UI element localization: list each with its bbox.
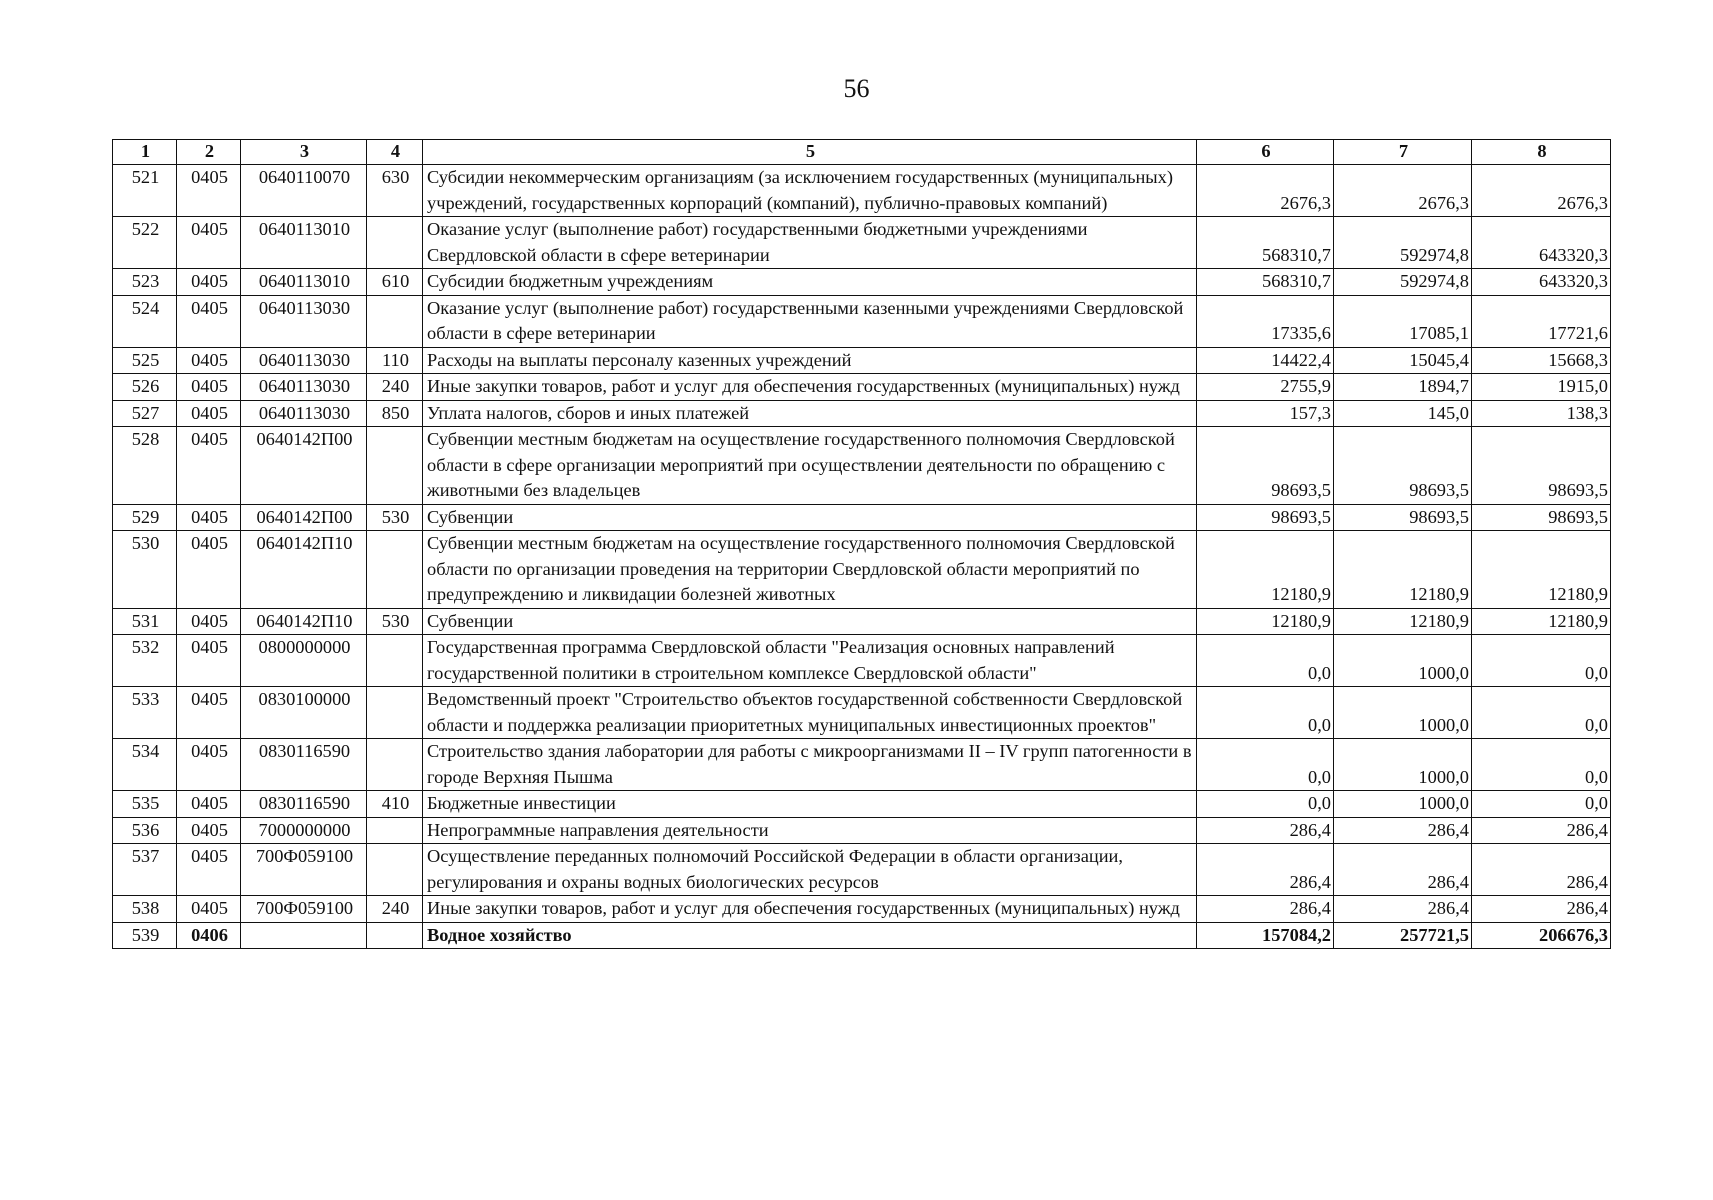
table-row (113, 427, 1611, 505)
amount-cell: 1000,0 (1334, 687, 1472, 739)
row-number-cell: 537 (113, 844, 177, 896)
description-cell: Оказание услуг (выполнение работ) государственными казенными учреждениями Свердловской области в сфере ветеринарии (423, 295, 1197, 347)
table-body (113, 140, 1611, 949)
amount-cell: 17335,6 (1197, 295, 1334, 347)
amount-cell: 15045,4 (1334, 347, 1472, 374)
table-row (113, 817, 1611, 844)
description-cell: Уплата налогов, сборов и иных платежей (423, 400, 1197, 427)
amount-cell: 0,0 (1197, 635, 1334, 687)
amount-cell: 12180,9 (1472, 608, 1611, 635)
section-code-cell: 0406 (177, 922, 241, 949)
amount-cell: 286,4 (1334, 844, 1472, 896)
amount-cell: 568310,7 (1197, 217, 1334, 269)
amount-cell: 98693,5 (1472, 504, 1611, 531)
amount-cell: 643320,3 (1472, 217, 1611, 269)
description-cell: Ведомственный проект "Строительство объектов государственной собственности Свердловской области и поддержка реализации приоритетных муниципальных инвестиционных проектов" (423, 687, 1197, 739)
amount-cell: 257721,5 (1334, 922, 1472, 949)
table-row (113, 896, 1611, 923)
target-code-cell: 0640110070 (241, 165, 367, 217)
amount-cell: 286,4 (1334, 896, 1472, 923)
budget-table (112, 139, 1611, 949)
amount-cell: 2676,3 (1334, 165, 1472, 217)
target-code-cell: 0640113030 (241, 374, 367, 401)
amount-cell: 98693,5 (1197, 427, 1334, 505)
table-row (113, 608, 1611, 635)
table-row (113, 635, 1611, 687)
section-code-cell: 0405 (177, 165, 241, 217)
row-number-cell: 529 (113, 504, 177, 531)
target-code-cell: 0640142П10 (241, 531, 367, 609)
amount-cell: 17085,1 (1334, 295, 1472, 347)
expense-type-cell: 530 (367, 504, 423, 531)
amount-cell: 0,0 (1472, 687, 1611, 739)
amount-cell: 12180,9 (1197, 531, 1334, 609)
amount-cell: 12180,9 (1472, 531, 1611, 609)
target-code-cell: 0830116590 (241, 791, 367, 818)
description-cell: Водное хозяйство (423, 922, 1197, 949)
amount-cell: 2676,3 (1197, 165, 1334, 217)
header-row (113, 140, 1611, 165)
row-number-cell: 528 (113, 427, 177, 505)
target-code-cell: 0640142П00 (241, 504, 367, 531)
target-code-cell: 0640113030 (241, 347, 367, 374)
target-code-cell: 7000000000 (241, 817, 367, 844)
expense-type-cell: 240 (367, 374, 423, 401)
amount-cell: 17721,6 (1472, 295, 1611, 347)
amount-cell: 1915,0 (1472, 374, 1611, 401)
section-code-cell: 0405 (177, 427, 241, 505)
description-cell: Осуществление переданных полномочий Российской Федерации в области организации, регулирования и охраны водных биологических ресурсов (423, 844, 1197, 896)
row-number-cell: 533 (113, 687, 177, 739)
table-row (113, 844, 1611, 896)
table-row (113, 165, 1611, 217)
header-cell: 4 (367, 140, 423, 165)
row-number-cell: 523 (113, 269, 177, 296)
row-number-cell: 531 (113, 608, 177, 635)
row-number-cell: 538 (113, 896, 177, 923)
amount-cell: 98693,5 (1197, 504, 1334, 531)
expense-type-cell: 610 (367, 269, 423, 296)
amount-cell: 98693,5 (1472, 427, 1611, 505)
description-cell: Субвенции (423, 608, 1197, 635)
amount-cell: 12180,9 (1334, 531, 1472, 609)
amount-cell: 12180,9 (1197, 608, 1334, 635)
amount-cell: 0,0 (1197, 687, 1334, 739)
amount-cell: 2755,9 (1197, 374, 1334, 401)
header-cell: 3 (241, 140, 367, 165)
expense-type-cell (367, 217, 423, 269)
section-code-cell: 0405 (177, 739, 241, 791)
amount-cell: 592974,8 (1334, 217, 1472, 269)
amount-cell: 286,4 (1197, 844, 1334, 896)
amount-cell: 145,0 (1334, 400, 1472, 427)
description-cell: Субвенции местным бюджетам на осуществление государственного полномочия Свердловской области в сфере организации мероприятий при осуществлении деятельности по обращению с животными без владельцев (423, 427, 1197, 505)
target-code-cell: 0830116590 (241, 739, 367, 791)
amount-cell: 15668,3 (1472, 347, 1611, 374)
expense-type-cell: 110 (367, 347, 423, 374)
amount-cell: 0,0 (1472, 739, 1611, 791)
page-number: 56 (843, 74, 870, 103)
amount-cell: 1000,0 (1334, 791, 1472, 818)
description-cell: Иные закупки товаров, работ и услуг для обеспечения государственных (муниципальных) нужд (423, 374, 1197, 401)
table-row (113, 531, 1611, 609)
amount-cell: 568310,7 (1197, 269, 1334, 296)
amount-cell: 286,4 (1472, 817, 1611, 844)
target-code-cell: 0830100000 (241, 687, 367, 739)
section-code-cell: 0405 (177, 295, 241, 347)
row-number-cell: 530 (113, 531, 177, 609)
row-number-cell: 532 (113, 635, 177, 687)
row-number-cell: 525 (113, 347, 177, 374)
expense-type-cell (367, 817, 423, 844)
description-cell: Оказание услуг (выполнение работ) государственными бюджетными учреждениями Свердловской области в сфере ветеринарии (423, 217, 1197, 269)
header-cell: 5 (423, 140, 1197, 165)
description-cell: Иные закупки товаров, работ и услуг для обеспечения государственных (муниципальных) нужд (423, 896, 1197, 923)
section-code-cell: 0405 (177, 687, 241, 739)
table-row (113, 269, 1611, 296)
description-cell: Государственная программа Свердловской области "Реализация основных направлений государственной политики в строительном комплексе Свердловской области" (423, 635, 1197, 687)
section-code-cell: 0405 (177, 347, 241, 374)
amount-cell: 1000,0 (1334, 635, 1472, 687)
amount-cell: 0,0 (1197, 791, 1334, 818)
target-code-cell: 0640113030 (241, 400, 367, 427)
expense-type-cell: 630 (367, 165, 423, 217)
table-row (113, 295, 1611, 347)
expense-type-cell (367, 844, 423, 896)
row-number-cell: 522 (113, 217, 177, 269)
description-cell: Субвенции (423, 504, 1197, 531)
table-row (113, 791, 1611, 818)
amount-cell: 98693,5 (1334, 427, 1472, 505)
section-code-cell: 0405 (177, 844, 241, 896)
description-cell: Субсидии некоммерческим организациям (за исключением государственных (муниципальных) учреждений, государственных корпораций (компаний), публично-правовых компаний) (423, 165, 1197, 217)
amount-cell: 286,4 (1472, 844, 1611, 896)
amount-cell: 592974,8 (1334, 269, 1472, 296)
target-code-cell: 0640113030 (241, 295, 367, 347)
section-code-cell: 0405 (177, 608, 241, 635)
expense-type-cell (367, 922, 423, 949)
section-code-cell: 0405 (177, 896, 241, 923)
expense-type-cell: 410 (367, 791, 423, 818)
row-number-cell: 521 (113, 165, 177, 217)
row-number-cell: 524 (113, 295, 177, 347)
amount-cell: 157,3 (1197, 400, 1334, 427)
amount-cell: 286,4 (1197, 896, 1334, 923)
description-cell: Субвенции местным бюджетам на осуществление государственного полномочия Свердловской области по организации проведения на территории Свердловской области мероприятий по предупреждению и ликвидации болезней животных (423, 531, 1197, 609)
amount-cell: 286,4 (1472, 896, 1611, 923)
amount-cell: 286,4 (1197, 817, 1334, 844)
expense-type-cell (367, 739, 423, 791)
table-row (113, 504, 1611, 531)
section-code-cell: 0405 (177, 374, 241, 401)
amount-cell: 2676,3 (1472, 165, 1611, 217)
amount-cell: 286,4 (1334, 817, 1472, 844)
table-row (113, 922, 1611, 949)
table-row (113, 217, 1611, 269)
header-cell: 8 (1472, 140, 1611, 165)
amount-cell: 0,0 (1197, 739, 1334, 791)
amount-cell: 1894,7 (1334, 374, 1472, 401)
description-cell: Расходы на выплаты персоналу казенных учреждений (423, 347, 1197, 374)
amount-cell: 1000,0 (1334, 739, 1472, 791)
target-code-cell (241, 922, 367, 949)
header-cell: 6 (1197, 140, 1334, 165)
row-number-cell: 527 (113, 400, 177, 427)
section-code-cell: 0405 (177, 400, 241, 427)
row-number-cell: 526 (113, 374, 177, 401)
expense-type-cell: 240 (367, 896, 423, 923)
target-code-cell: 700Ф059100 (241, 896, 367, 923)
table-row (113, 739, 1611, 791)
description-cell: Субсидии бюджетным учреждениям (423, 269, 1197, 296)
section-code-cell: 0405 (177, 791, 241, 818)
section-code-cell: 0405 (177, 217, 241, 269)
target-code-cell: 0640142П00 (241, 427, 367, 505)
description-cell: Бюджетные инвестиции (423, 791, 1197, 818)
amount-cell: 0,0 (1472, 635, 1611, 687)
amount-cell: 206676,3 (1472, 922, 1611, 949)
target-code-cell: 0640113010 (241, 217, 367, 269)
amount-cell: 0,0 (1472, 791, 1611, 818)
row-number-cell: 535 (113, 791, 177, 818)
header-cell: 2 (177, 140, 241, 165)
row-number-cell: 534 (113, 739, 177, 791)
section-code-cell: 0405 (177, 269, 241, 296)
expense-type-cell (367, 427, 423, 505)
table-row (113, 374, 1611, 401)
target-code-cell: 700Ф059100 (241, 844, 367, 896)
expense-type-cell: 530 (367, 608, 423, 635)
header-cell: 7 (1334, 140, 1472, 165)
section-code-cell: 0405 (177, 635, 241, 687)
target-code-cell: 0640113010 (241, 269, 367, 296)
header-cell: 1 (113, 140, 177, 165)
description-cell: Строительство здания лаборатории для работы с микроорганизмами II – IV групп патогенности в городе Верхняя Пышма (423, 739, 1197, 791)
description-cell: Непрограммные направления деятельности (423, 817, 1197, 844)
amount-cell: 643320,3 (1472, 269, 1611, 296)
amount-cell: 157084,2 (1197, 922, 1334, 949)
expense-type-cell (367, 635, 423, 687)
section-code-cell: 0405 (177, 817, 241, 844)
table-row (113, 687, 1611, 739)
target-code-cell: 0800000000 (241, 635, 367, 687)
row-number-cell: 539 (113, 922, 177, 949)
expense-type-cell (367, 295, 423, 347)
row-number-cell: 536 (113, 817, 177, 844)
table-row (113, 347, 1611, 374)
amount-cell: 138,3 (1472, 400, 1611, 427)
table-row (113, 400, 1611, 427)
expense-type-cell (367, 531, 423, 609)
amount-cell: 14422,4 (1197, 347, 1334, 374)
expense-type-cell (367, 687, 423, 739)
section-code-cell: 0405 (177, 504, 241, 531)
section-code-cell: 0405 (177, 531, 241, 609)
target-code-cell: 0640142П10 (241, 608, 367, 635)
expense-type-cell: 850 (367, 400, 423, 427)
amount-cell: 12180,9 (1334, 608, 1472, 635)
amount-cell: 98693,5 (1334, 504, 1472, 531)
